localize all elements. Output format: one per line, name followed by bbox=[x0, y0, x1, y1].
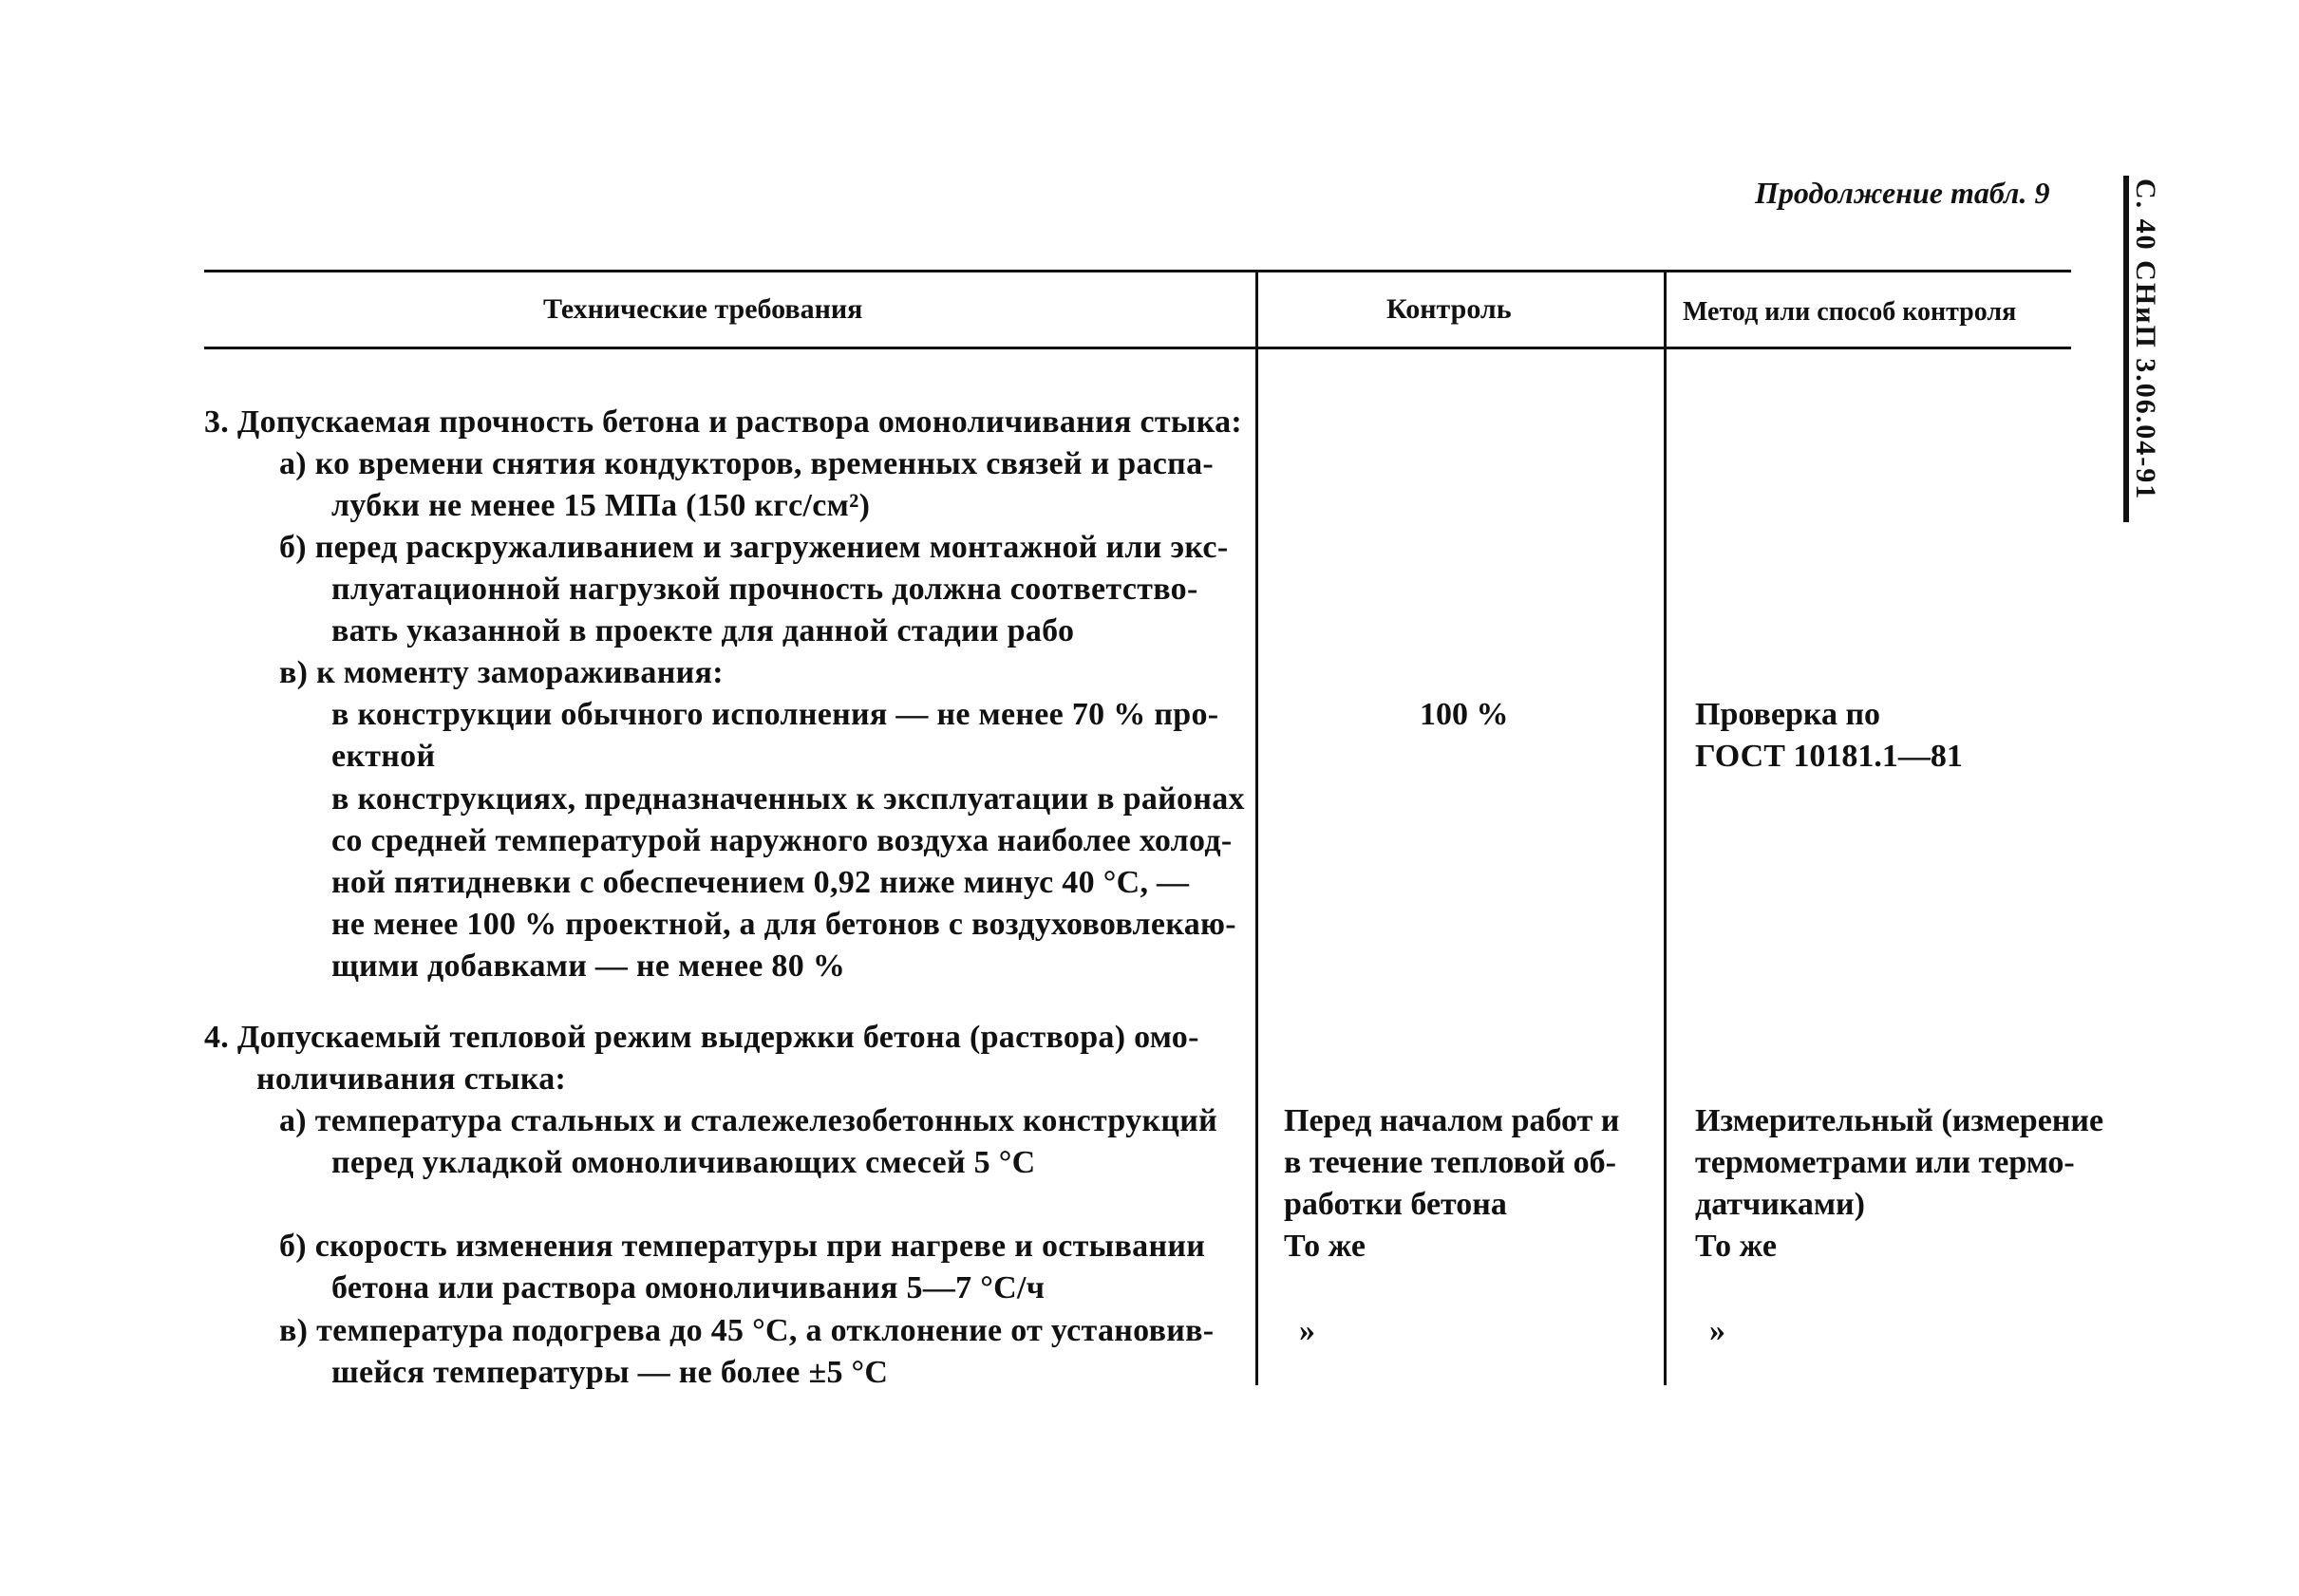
item-3-title: 3. Допускаемая прочность бетона и раствора омоноличивания стыка: bbox=[204, 404, 1242, 440]
item-4a-control-line-3: работки бетона bbox=[1284, 1187, 1507, 1222]
item-3c-line-2: в конструкции обычного исполнения — не менее 70 % про- bbox=[331, 697, 1219, 732]
item-3c-line-3: ектной bbox=[331, 739, 436, 774]
item-4b-method: То же bbox=[1695, 1229, 1777, 1264]
item-4b-control: То же bbox=[1284, 1229, 1366, 1264]
item-4a-control-line-1: Перед началом работ и bbox=[1284, 1103, 1620, 1138]
item-3a-line-1: а) ко времени снятия кондукторов, временных связей и распа- bbox=[279, 446, 1214, 481]
item-3-control: 100 % bbox=[1420, 697, 1509, 732]
item-4a-method-line-3: датчиками) bbox=[1695, 1187, 1865, 1222]
item-4c-method: » bbox=[1709, 1313, 1725, 1348]
item-4a-line-2: перед укладкой омоноличивающих смесей 5 °С bbox=[331, 1145, 1036, 1180]
item-3c-line-8: щими добавками — не менее 80 % bbox=[331, 948, 846, 984]
item-4c-line-2: шейся температуры — не более ±5 °С bbox=[331, 1355, 889, 1390]
item-3-method-line-1: Проверка по bbox=[1695, 697, 1881, 732]
item-4b-line-1: б) скорость изменения температуры при нагреве и остывании bbox=[279, 1229, 1206, 1264]
item-3b-line-2: плуатационной нагрузкой прочность должна соответство- bbox=[331, 572, 1198, 607]
item-4-title-line-1: 4. Допускаемый тепловой режим выдержки бетона (раствора) омо- bbox=[204, 1020, 1199, 1055]
continuation-label: Продолжение табл. 9 bbox=[1755, 176, 2050, 210]
header-requirements: Технические требования bbox=[543, 293, 863, 325]
item-3-method-line-2: ГОСТ 10181.1—81 bbox=[1695, 739, 1963, 774]
header-method: Метод или способ контроля bbox=[1683, 297, 2017, 327]
item-4a-method-line-2: термометрами или термо- bbox=[1695, 1145, 2075, 1180]
item-3c-line-4: в конструкциях, предназначенных к эксплуатации в районах bbox=[331, 781, 1245, 817]
item-3c-line-1: в) к моменту замораживания: bbox=[279, 655, 724, 690]
item-4a-control-line-2: в течение тепловой об- bbox=[1284, 1145, 1616, 1180]
item-3b-line-3: вать указанной в проекте для данной стадии рабо bbox=[331, 613, 1075, 648]
table-top-rule bbox=[204, 270, 2071, 272]
column-divider-2 bbox=[1664, 270, 1667, 1385]
item-3c-line-7: не менее 100 % проектной, а для бетонов с воздухововлекаю- bbox=[331, 907, 1236, 942]
item-4a-method-line-1: Измерительный (измерение bbox=[1695, 1103, 2104, 1138]
header-control: Контроль bbox=[1386, 293, 1512, 325]
item-4a-line-1: а) температура стальных и сталежелезобетонных конструкций bbox=[279, 1103, 1218, 1138]
side-page-label: С. 40 СНиП 3.06.04-91 bbox=[2130, 178, 2161, 501]
item-4c-line-1: в) температура подогрева до 45 °С, а отклонение от установив- bbox=[279, 1313, 1215, 1348]
item-4b-line-2: бетона или раствора омоноличивания 5—7 °С/ч bbox=[331, 1270, 1046, 1305]
table-header-rule bbox=[204, 347, 2071, 349]
item-3c-line-5: со средней температурой наружного воздуха наиболее холод- bbox=[331, 823, 1233, 858]
item-3a-line-2: лубки не менее 15 МПа (150 кгс/см²) bbox=[331, 488, 871, 523]
item-3b-line-1: б) перед раскружаливанием и загружением монтажной или экс- bbox=[279, 530, 1229, 565]
item-3c-line-6: ной пятидневки с обеспечением 0,92 ниже минус 40 °С, — bbox=[331, 865, 1190, 900]
item-4c-control: » bbox=[1299, 1313, 1315, 1348]
item-4-title-line-2: ноличивания стыка: bbox=[256, 1061, 567, 1097]
column-divider-1 bbox=[1255, 270, 1258, 1385]
